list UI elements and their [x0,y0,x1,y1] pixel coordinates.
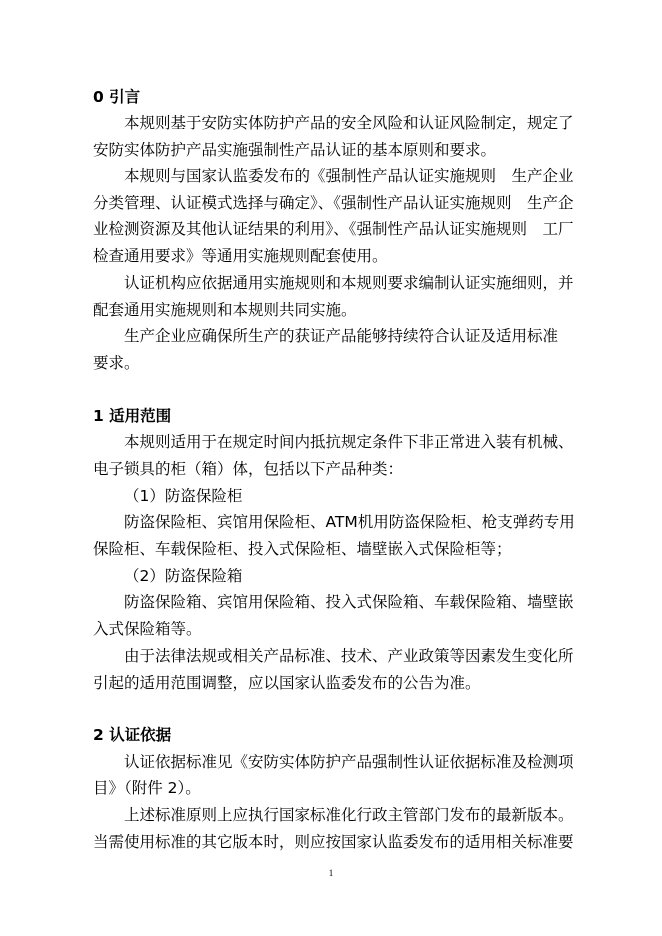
paragraph-line: 入式保险箱等。 [93,620,202,638]
section-heading: 0 引言 [93,88,141,106]
paragraph-line: 检查通用要求》等通用实施规则配套使用。 [93,247,388,265]
paragraph-line: 安防实体防护产品实施强制性产品认证的基本原则和要求。 [93,141,497,159]
paragraph-line: 认证机构应依据通用实施规则和本规则要求编制认证实施细则，并 [124,274,574,292]
paragraph-line: 防盗保险箱、宾馆用保险箱、投入式保险箱、车载保险箱、墙壁嵌 [124,593,574,611]
paragraph-line: 本规则适用于在规定时间内抵抗规定条件下非正常进入装有机械、 [124,433,574,451]
paragraph-line: 生产企业应确保所生产的获证产品能够持续符合认证及适用标准 [124,327,559,345]
paragraph-line: 本规则与国家认监委发布的《强制性产品认证实施规则 生产企业 [124,167,574,185]
paragraph-line: 上述标准原则上应执行国家标准化行政主管部门发布的最新版本。 [124,806,574,824]
paragraph-line: 保险柜、车载保险柜、投入式保险柜、墙壁嵌入式保险柜等； [93,540,512,558]
list-item-heading: （1）防盗保险柜 [124,487,243,505]
paragraph-line: 本规则基于安防实体防护产品的安全风险和认证风险制定，规定了 [124,114,574,132]
page-number: 1 [328,868,334,878]
paragraph-line: 目》（附件 2）。 [93,779,201,797]
paragraph-line: 当需使用标准的其它版本时，则应按国家认监委发布的适用相关标准要 [93,833,574,851]
paragraph-line: 要求。 [93,354,140,372]
paragraph-line: 业检测资源及其他认证结果的利用》、《强制性产品认证实施规则 工厂 [93,220,574,238]
paragraph-line: 分类管理、认证模式选择与确定》、《强制性产品认证实施规则 生产企 [93,194,574,212]
section-heading: 1 适用范围 [93,407,172,425]
paragraph-line: 由于法律法规或相关产品标准、技术、产业政策等因素发生变化所 [124,647,574,665]
paragraph-line: 配套通用实施规则和本规则共同实施。 [93,301,357,319]
section-heading: 2 认证依据 [93,726,172,744]
list-item-heading: （2）防盗保险箱 [124,567,243,585]
paragraph-line: 引起的适用范围调整，应以国家认监委发布的公告为准。 [93,674,481,692]
paragraph-line: 认证依据标准见《安防实体防护产品强制性认证依据标准及检测项 [124,753,574,771]
paragraph-line: 电子锁具的柜（箱）体，包括以下产品种类： [93,460,404,478]
paragraph-line: 防盗保险柜、宾馆用保险柜、ATM机用防盗保险柜、枪支弹药专用 [124,513,575,531]
